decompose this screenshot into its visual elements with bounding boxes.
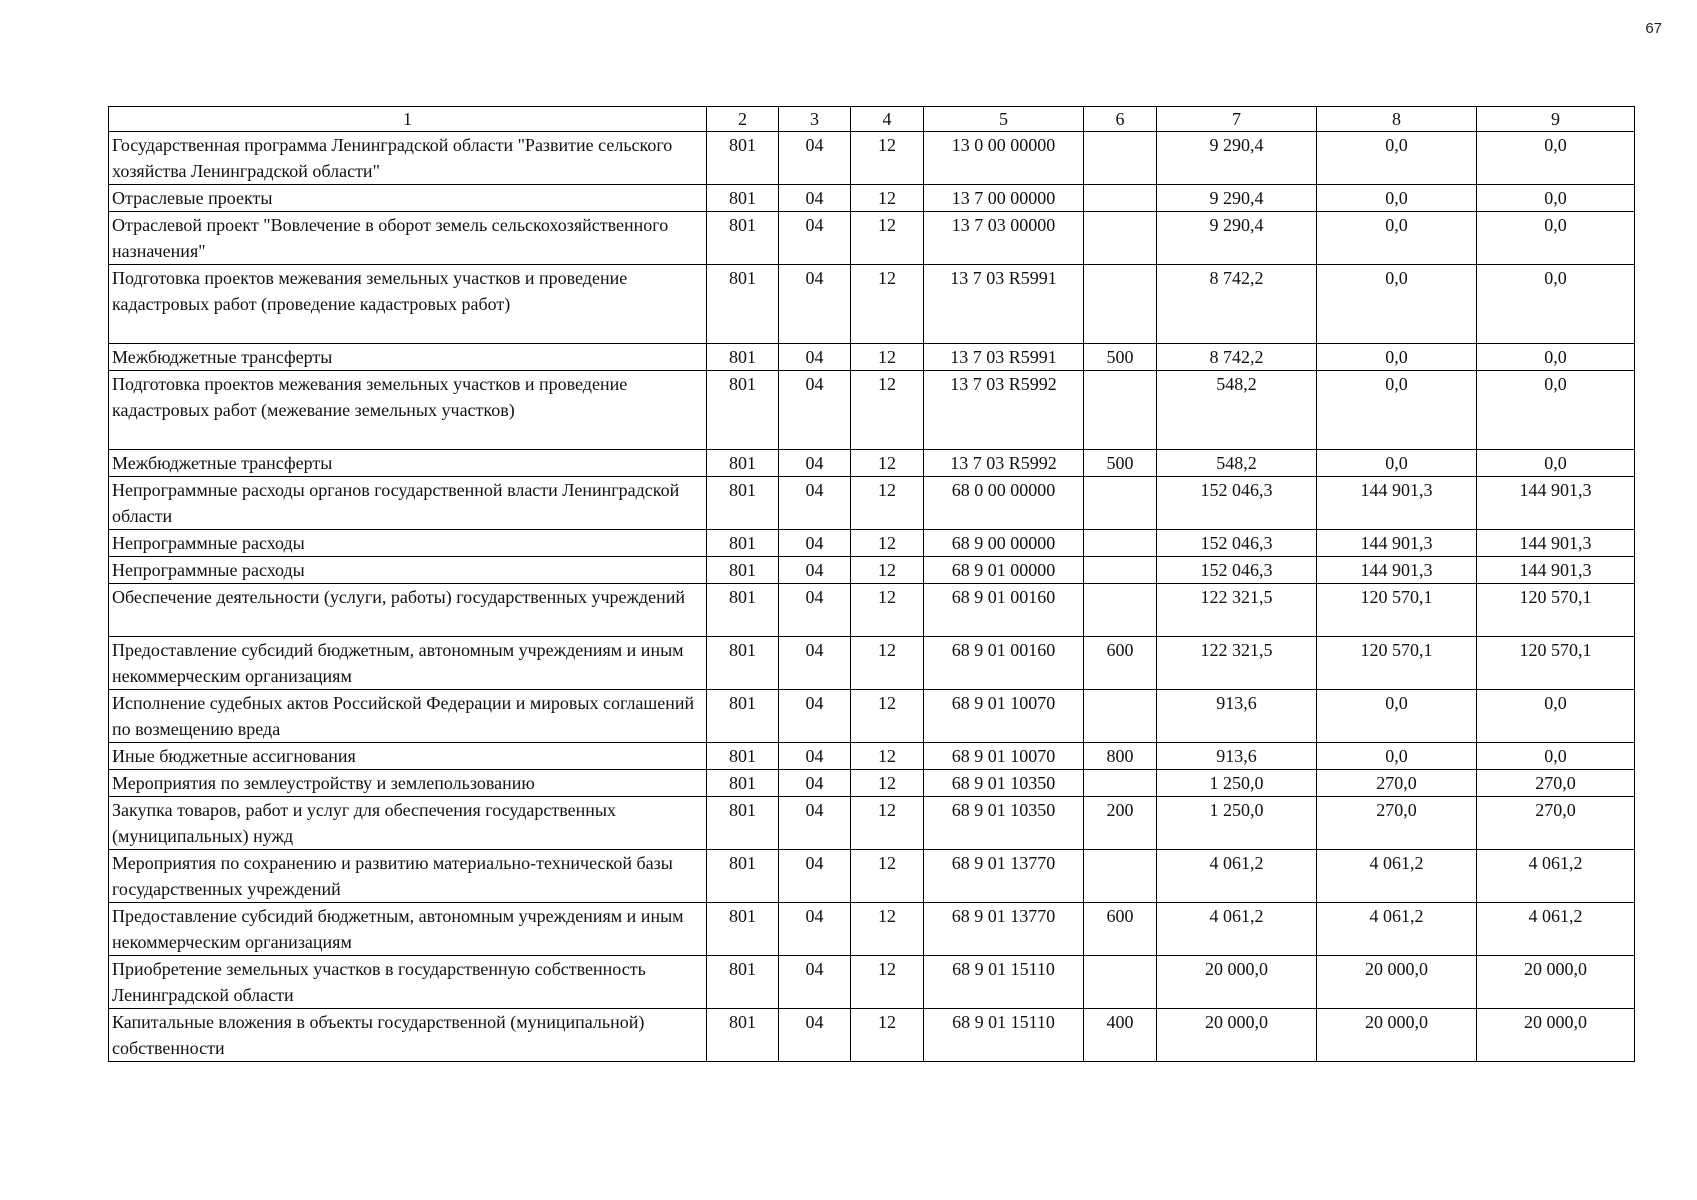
amount-col7-cell: 152 046,3 — [1157, 477, 1317, 530]
column-header: 9 — [1477, 107, 1635, 132]
chapter-code-cell: 04 — [779, 344, 851, 371]
table-row — [109, 344, 1635, 371]
chapter-code-cell: 04 — [779, 265, 851, 344]
table-row — [109, 185, 1635, 212]
section-code-cell: 801 — [707, 956, 779, 1009]
subsection-code-cell: 12 — [851, 557, 924, 584]
amount-col8-cell: 0,0 — [1317, 265, 1477, 344]
target-article-cell: 68 9 01 10350 — [924, 770, 1084, 797]
amount-col7-cell: 548,2 — [1157, 450, 1317, 477]
table-row — [109, 450, 1635, 477]
column-header: 1 — [109, 107, 707, 132]
chapter-code-cell: 04 — [779, 477, 851, 530]
amount-col9-cell: 4 061,2 — [1477, 850, 1635, 903]
section-code-cell: 801 — [707, 265, 779, 344]
table-row — [109, 637, 1635, 690]
amount-col8-cell: 120 570,1 — [1317, 637, 1477, 690]
row-name-cell: Закупка товаров, работ и услуг для обеспечения государственных (муниципальных) нужд — [109, 797, 707, 850]
section-code-cell: 801 — [707, 371, 779, 450]
amount-col9-cell: 0,0 — [1477, 265, 1635, 344]
amount-col9-cell: 144 901,3 — [1477, 477, 1635, 530]
amount-col7-cell: 548,2 — [1157, 371, 1317, 450]
section-code-cell: 801 — [707, 770, 779, 797]
expense-type-cell — [1084, 371, 1157, 450]
header-row — [109, 107, 1635, 132]
target-article-cell: 68 9 01 00160 — [924, 584, 1084, 637]
target-article-cell: 68 9 01 13770 — [924, 850, 1084, 903]
row-name-cell: Отраслевой проект "Вовлечение в оборот земель сельскохозяйственного назначения" — [109, 212, 707, 265]
expense-type-cell — [1084, 956, 1157, 1009]
subsection-code-cell: 12 — [851, 1009, 924, 1062]
section-code-cell: 801 — [707, 530, 779, 557]
target-article-cell: 68 9 00 00000 — [924, 530, 1084, 557]
amount-col9-cell: 0,0 — [1477, 185, 1635, 212]
amount-col9-cell: 0,0 — [1477, 371, 1635, 450]
amount-col8-cell: 0,0 — [1317, 185, 1477, 212]
row-name-cell: Подготовка проектов межевания земельных участков и проведение кадастровых работ (проведение кадастровых работ) — [109, 265, 707, 344]
chapter-code-cell: 04 — [779, 637, 851, 690]
amount-col7-cell: 20 000,0 — [1157, 1009, 1317, 1062]
subsection-code-cell: 12 — [851, 371, 924, 450]
row-name-cell: Предоставление субсидий бюджетным, автономным учреждениям и иным некоммерческим организациям — [109, 637, 707, 690]
section-code-cell: 801 — [707, 212, 779, 265]
row-name-cell: Исполнение судебных актов Российской Федерации и мировых соглашений по возмещению вреда — [109, 690, 707, 743]
amount-col8-cell: 0,0 — [1317, 743, 1477, 770]
target-article-cell: 13 7 03 00000 — [924, 212, 1084, 265]
subsection-code-cell: 12 — [851, 265, 924, 344]
chapter-code-cell: 04 — [779, 903, 851, 956]
target-article-cell: 13 7 03 R5991 — [924, 265, 1084, 344]
row-name-cell: Межбюджетные трансферты — [109, 450, 707, 477]
row-name-cell: Непрограммные расходы — [109, 557, 707, 584]
target-article-cell: 68 9 01 00160 — [924, 637, 1084, 690]
amount-col8-cell: 0,0 — [1317, 344, 1477, 371]
chapter-code-cell: 04 — [779, 530, 851, 557]
amount-col9-cell: 0,0 — [1477, 450, 1635, 477]
chapter-code-cell: 04 — [779, 132, 851, 185]
section-code-cell: 801 — [707, 850, 779, 903]
amount-col9-cell: 0,0 — [1477, 132, 1635, 185]
column-header: 5 — [924, 107, 1084, 132]
row-name-cell: Государственная программа Ленинградской области "Развитие сельского хозяйства Ленинградской области" — [109, 132, 707, 185]
subsection-code-cell: 12 — [851, 477, 924, 530]
amount-col9-cell: 4 061,2 — [1477, 903, 1635, 956]
subsection-code-cell: 12 — [851, 743, 924, 770]
amount-col8-cell: 0,0 — [1317, 132, 1477, 185]
expense-type-cell — [1084, 557, 1157, 584]
subsection-code-cell: 12 — [851, 185, 924, 212]
table-row — [109, 265, 1635, 344]
expense-type-cell — [1084, 477, 1157, 530]
row-name-cell: Иные бюджетные ассигнования — [109, 743, 707, 770]
amount-col8-cell: 0,0 — [1317, 690, 1477, 743]
subsection-code-cell: 12 — [851, 212, 924, 265]
table-row — [109, 557, 1635, 584]
target-article-cell: 68 0 00 00000 — [924, 477, 1084, 530]
section-code-cell: 801 — [707, 690, 779, 743]
amount-col7-cell: 122 321,5 — [1157, 584, 1317, 637]
row-name-cell: Мероприятия по землеустройству и землепользованию — [109, 770, 707, 797]
table-row — [109, 770, 1635, 797]
section-code-cell: 801 — [707, 557, 779, 584]
subsection-code-cell: 12 — [851, 637, 924, 690]
expense-type-cell: 800 — [1084, 743, 1157, 770]
target-article-cell: 68 9 01 10070 — [924, 690, 1084, 743]
amount-col8-cell: 0,0 — [1317, 212, 1477, 265]
target-article-cell: 13 7 00 00000 — [924, 185, 1084, 212]
amount-col8-cell: 0,0 — [1317, 371, 1477, 450]
amount-col7-cell: 1 250,0 — [1157, 797, 1317, 850]
amount-col7-cell: 4 061,2 — [1157, 850, 1317, 903]
row-name-cell: Приобретение земельных участков в государственную собственность Ленинградской области — [109, 956, 707, 1009]
column-header: 4 — [851, 107, 924, 132]
amount-col9-cell: 0,0 — [1477, 690, 1635, 743]
expense-type-cell: 500 — [1084, 344, 1157, 371]
chapter-code-cell: 04 — [779, 797, 851, 850]
amount-col8-cell: 144 901,3 — [1317, 477, 1477, 530]
amount-col9-cell: 0,0 — [1477, 212, 1635, 265]
expense-type-cell — [1084, 132, 1157, 185]
target-article-cell: 68 9 01 00000 — [924, 557, 1084, 584]
section-code-cell: 801 — [707, 797, 779, 850]
target-article-cell: 68 9 01 10350 — [924, 797, 1084, 850]
chapter-code-cell: 04 — [779, 850, 851, 903]
section-code-cell: 801 — [707, 1009, 779, 1062]
section-code-cell: 801 — [707, 185, 779, 212]
section-code-cell: 801 — [707, 637, 779, 690]
table-row — [109, 584, 1635, 637]
amount-col7-cell: 1 250,0 — [1157, 770, 1317, 797]
section-code-cell: 801 — [707, 132, 779, 185]
amount-col7-cell: 8 742,2 — [1157, 265, 1317, 344]
chapter-code-cell: 04 — [779, 690, 851, 743]
row-name-cell: Отраслевые проекты — [109, 185, 707, 212]
row-name-cell: Обеспечение деятельности (услуги, работы) государственных учреждений — [109, 584, 707, 637]
chapter-code-cell: 04 — [779, 212, 851, 265]
chapter-code-cell: 04 — [779, 371, 851, 450]
amount-col8-cell: 20 000,0 — [1317, 956, 1477, 1009]
subsection-code-cell: 12 — [851, 584, 924, 637]
amount-col8-cell: 270,0 — [1317, 770, 1477, 797]
section-code-cell: 801 — [707, 743, 779, 770]
chapter-code-cell: 04 — [779, 584, 851, 637]
subsection-code-cell: 12 — [851, 770, 924, 797]
section-code-cell: 801 — [707, 903, 779, 956]
column-header: 8 — [1317, 107, 1477, 132]
expense-type-cell — [1084, 530, 1157, 557]
row-name-cell: Мероприятия по сохранению и развитию материально-технической базы государственных учреждений — [109, 850, 707, 903]
amount-col9-cell: 20 000,0 — [1477, 956, 1635, 1009]
target-article-cell: 13 7 03 R5992 — [924, 450, 1084, 477]
amount-col9-cell: 144 901,3 — [1477, 530, 1635, 557]
target-article-cell: 13 7 03 R5992 — [924, 371, 1084, 450]
section-code-cell: 801 — [707, 344, 779, 371]
expense-type-cell: 600 — [1084, 903, 1157, 956]
table-row — [109, 132, 1635, 185]
amount-col9-cell: 270,0 — [1477, 797, 1635, 850]
table-row — [109, 212, 1635, 265]
expense-type-cell — [1084, 265, 1157, 344]
table-row — [109, 903, 1635, 956]
column-header: 3 — [779, 107, 851, 132]
table-row — [109, 797, 1635, 850]
expense-type-cell — [1084, 584, 1157, 637]
amount-col7-cell: 9 290,4 — [1157, 132, 1317, 185]
expense-type-cell: 600 — [1084, 637, 1157, 690]
expense-type-cell: 400 — [1084, 1009, 1157, 1062]
section-code-cell: 801 — [707, 584, 779, 637]
column-header: 7 — [1157, 107, 1317, 132]
row-name-cell: Непрограммные расходы — [109, 530, 707, 557]
chapter-code-cell: 04 — [779, 557, 851, 584]
subsection-code-cell: 12 — [851, 344, 924, 371]
amount-col8-cell: 144 901,3 — [1317, 557, 1477, 584]
amount-col9-cell: 120 570,1 — [1477, 637, 1635, 690]
subsection-code-cell: 12 — [851, 690, 924, 743]
expense-type-cell: 200 — [1084, 797, 1157, 850]
target-article-cell: 13 7 03 R5991 — [924, 344, 1084, 371]
table-row — [109, 1009, 1635, 1062]
amount-col8-cell: 0,0 — [1317, 450, 1477, 477]
subsection-code-cell: 12 — [851, 450, 924, 477]
column-header: 6 — [1084, 107, 1157, 132]
subsection-code-cell: 12 — [851, 956, 924, 1009]
amount-col9-cell: 270,0 — [1477, 770, 1635, 797]
amount-col7-cell: 4 061,2 — [1157, 903, 1317, 956]
amount-col9-cell: 120 570,1 — [1477, 584, 1635, 637]
table-row — [109, 530, 1635, 557]
amount-col7-cell: 20 000,0 — [1157, 956, 1317, 1009]
amount-col8-cell: 270,0 — [1317, 797, 1477, 850]
page-number: 67 — [1645, 20, 1662, 37]
table-row — [109, 743, 1635, 770]
amount-col8-cell: 4 061,2 — [1317, 903, 1477, 956]
table-row — [109, 477, 1635, 530]
table-row — [109, 956, 1635, 1009]
expense-type-cell: 500 — [1084, 450, 1157, 477]
target-article-cell: 68 9 01 15110 — [924, 1009, 1084, 1062]
chapter-code-cell: 04 — [779, 185, 851, 212]
amount-col8-cell: 4 061,2 — [1317, 850, 1477, 903]
amount-col8-cell: 120 570,1 — [1317, 584, 1477, 637]
amount-col7-cell: 913,6 — [1157, 690, 1317, 743]
table-row — [109, 850, 1635, 903]
chapter-code-cell: 04 — [779, 770, 851, 797]
subsection-code-cell: 12 — [851, 797, 924, 850]
section-code-cell: 801 — [707, 477, 779, 530]
amount-col8-cell: 20 000,0 — [1317, 1009, 1477, 1062]
row-name-cell: Подготовка проектов межевания земельных участков и проведение кадастровых работ (межевание земельных участков) — [109, 371, 707, 450]
amount-col9-cell: 144 901,3 — [1477, 557, 1635, 584]
row-name-cell: Предоставление субсидий бюджетным, автономным учреждениям и иным некоммерческим организациям — [109, 903, 707, 956]
expense-type-cell — [1084, 690, 1157, 743]
amount-col7-cell: 122 321,5 — [1157, 637, 1317, 690]
amount-col7-cell: 9 290,4 — [1157, 212, 1317, 265]
target-article-cell: 68 9 01 15110 — [924, 956, 1084, 1009]
row-name-cell: Межбюджетные трансферты — [109, 344, 707, 371]
chapter-code-cell: 04 — [779, 956, 851, 1009]
expense-type-cell — [1084, 770, 1157, 797]
amount-col7-cell: 152 046,3 — [1157, 557, 1317, 584]
chapter-code-cell: 04 — [779, 450, 851, 477]
subsection-code-cell: 12 — [851, 132, 924, 185]
expense-type-cell — [1084, 212, 1157, 265]
target-article-cell: 68 9 01 10070 — [924, 743, 1084, 770]
section-code-cell: 801 — [707, 450, 779, 477]
amount-col9-cell: 0,0 — [1477, 344, 1635, 371]
subsection-code-cell: 12 — [851, 850, 924, 903]
expense-type-cell — [1084, 185, 1157, 212]
row-name-cell: Капитальные вложения в объекты государственной (муниципальной) собственности — [109, 1009, 707, 1062]
target-article-cell: 68 9 01 13770 — [924, 903, 1084, 956]
amount-col9-cell: 0,0 — [1477, 743, 1635, 770]
amount-col8-cell: 144 901,3 — [1317, 530, 1477, 557]
expense-type-cell — [1084, 850, 1157, 903]
column-header: 2 — [707, 107, 779, 132]
amount-col7-cell: 913,6 — [1157, 743, 1317, 770]
chapter-code-cell: 04 — [779, 1009, 851, 1062]
subsection-code-cell: 12 — [851, 903, 924, 956]
amount-col7-cell: 9 290,4 — [1157, 185, 1317, 212]
amount-col9-cell: 20 000,0 — [1477, 1009, 1635, 1062]
table-row — [109, 690, 1635, 743]
amount-col7-cell: 8 742,2 — [1157, 344, 1317, 371]
row-name-cell: Непрограммные расходы органов государственной власти Ленинградской области — [109, 477, 707, 530]
chapter-code-cell: 04 — [779, 743, 851, 770]
subsection-code-cell: 12 — [851, 530, 924, 557]
table-row — [109, 371, 1635, 450]
target-article-cell: 13 0 00 00000 — [924, 132, 1084, 185]
budget-table — [108, 106, 1635, 1062]
amount-col7-cell: 152 046,3 — [1157, 530, 1317, 557]
